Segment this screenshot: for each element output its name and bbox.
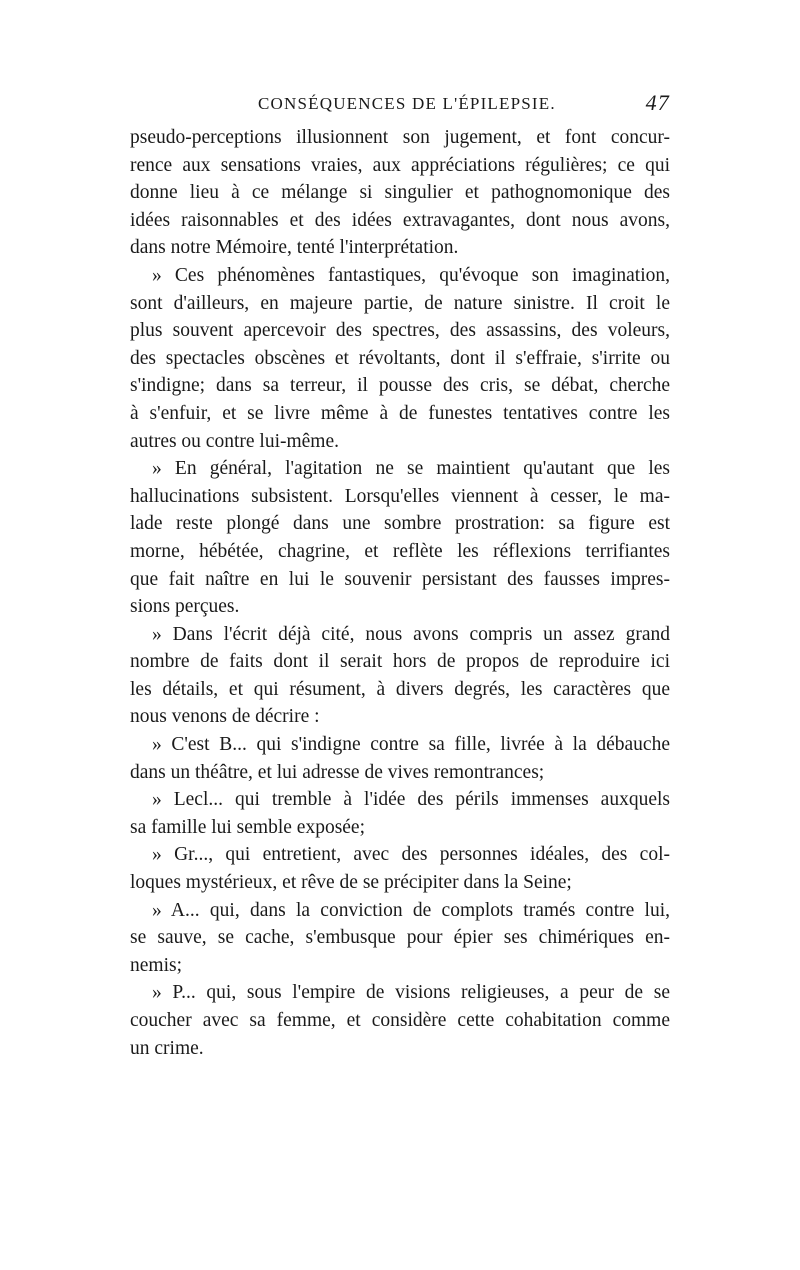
text-line: se sauve, se cache, s'embusque pour épier ses chimériques en- — [130, 927, 670, 949]
text-line: » Lecl... qui tremble à l'idée des périls immenses auxquels — [152, 789, 670, 811]
text-line: que fait naître en lui le souvenir persistant des fausses impres- — [130, 568, 670, 590]
text-line: plus souvent apercevoir des spectres, des assassins, des voleurs, — [130, 320, 670, 342]
text-line: » Ces phénomènes fantastiques, qu'évoque son imagination, — [152, 264, 670, 286]
text-line: à s'enfuir, et se livre même à de funestes tentatives contre les — [130, 402, 670, 424]
text-line: un crime. — [130, 1037, 204, 1059]
text-line: nombre de faits dont il serait hors de propos de reproduire ici — [130, 651, 670, 673]
text-line: » P... qui, sous l'empire de visions religieuses, a peur de se — [152, 982, 670, 1004]
text-line: les détails, et qui résument, à divers degrés, les caractères que — [130, 678, 670, 700]
text-line: loques mystérieux, et rêve de se précipiter dans la Seine; — [130, 872, 572, 894]
text-line: rence aux sensations vraies, aux appréciations régulières; ce qui — [130, 154, 670, 176]
page-number: 47 — [645, 90, 670, 115]
text-line: lade reste plongé dans une sombre prostration: sa figure est — [130, 513, 670, 535]
text-line: autres ou contre lui-même. — [130, 430, 340, 452]
running-title: CONSÉQUENCES DE L'ÉPILEPSIE. — [258, 94, 556, 113]
text-line: hallucinations subsistent. Lorsqu'elles viennent à cesser, le ma- — [130, 485, 670, 507]
text-line: nemis; — [130, 954, 182, 976]
text-line: coucher avec sa femme, et considère cette cohabitation comme — [130, 1010, 670, 1031]
running-head — [130, 90, 670, 120]
text-line: sa famille lui semble exposée; — [130, 816, 366, 838]
text-line: » En général, l'agitation ne se maintient qu'autant que les — [152, 458, 670, 480]
text-line: » Dans l'écrit déjà cité, nous avons compris un assez grand — [152, 623, 670, 645]
body-text — [130, 124, 670, 1062]
text-line: nous venons de décrire : — [130, 706, 320, 728]
text-line: dans notre Mémoire, tenté l'interprétation. — [130, 237, 459, 259]
text-line: » A... qui, dans la conviction de complots tramés contre lui, — [152, 899, 670, 921]
text-line: pseudo-perceptions illusionnent son jugement, et font concur- — [130, 127, 670, 148]
text-line: sions perçues. — [130, 596, 240, 618]
text-line: morne, hébétée, chagrine, et reflète les réflexions terrifiantes — [130, 540, 670, 562]
text-line: sont d'ailleurs, en majeure partie, de nature sinistre. Il croit le — [130, 292, 670, 314]
text-line: des spectacles obscènes et révoltants, dont il s'effraie, s'irrite ou — [130, 347, 670, 369]
text-line: idées raisonnables et des idées extravagantes, dont nous avons, — [130, 209, 670, 231]
text-line: » Gr..., qui entretient, avec des personnes idéales, des col- — [152, 844, 670, 866]
text-line: donne lieu à ce mélange si singulier et pathognomonique des — [130, 182, 670, 204]
text-line: s'indigne; dans sa terreur, il pousse des cris, se débat, cherche — [130, 375, 670, 397]
text-line: dans un théâtre, et lui adresse de vives remontrances; — [130, 761, 545, 783]
text-line: » C'est B... qui s'indigne contre sa fille, livrée à la débauche — [152, 734, 670, 756]
